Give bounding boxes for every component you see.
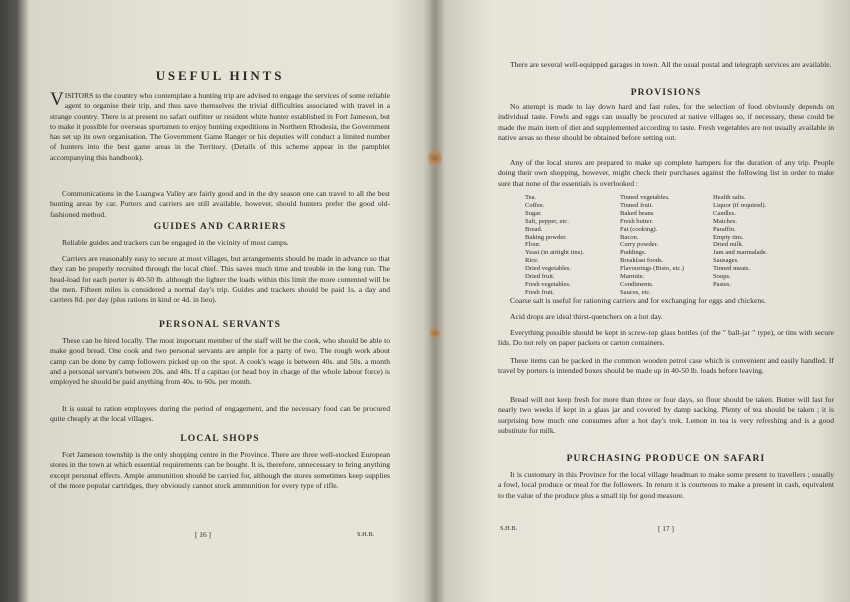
left-page xyxy=(50,0,390,602)
right-page xyxy=(498,0,834,602)
list-item: Coffee. xyxy=(525,201,545,209)
guides-paragraph-1: Reliable guides and trackers can be engaged in the vicinity of most camps. xyxy=(62,238,289,247)
list-item: Liquor (if required). xyxy=(713,201,767,209)
list-item: Tinned fruit. xyxy=(620,201,654,209)
list-item: Dried vegetables. xyxy=(525,265,572,273)
list-item: Matches. xyxy=(713,217,737,225)
list-item: Sausages. xyxy=(713,257,739,265)
list-item: Candles. xyxy=(713,209,736,217)
book-gutter xyxy=(424,0,444,602)
coarse-salt-paragraph: Coarse salt is useful for rationing carriers and for exchanging for eggs and chickens. xyxy=(510,296,766,305)
servants-paragraph-2: It is usual to ration employees during the period of engagement, and the necessary food can be procured quite cheaply at the local villages. xyxy=(50,404,390,424)
page-stain xyxy=(428,148,442,168)
shops-heading: LOCAL SHOPS xyxy=(180,434,260,444)
acid-drops-paragraph: Acid drops are ideal thirst-quenchers on a hot day. xyxy=(510,312,663,321)
list-item: Health salts. xyxy=(713,194,746,201)
purchasing-heading: PURCHASING PRODUCE ON SAFARI xyxy=(566,454,766,464)
footer-initials: S.H.B. xyxy=(500,525,518,532)
list-item: Fresh fruit. xyxy=(525,288,555,296)
page-title: USEFUL HINTS xyxy=(155,68,285,83)
provisions-paragraph-2: Any of the local stores are prepared to make up complete hampers for the duration of any trip. People doing their own shopping, however, might check their purchases against the following list in order to make sure that none of the essentials is overlooked : xyxy=(498,158,834,188)
shops-paragraph: Fort Jameson township is the only shopping centre in the Province. There are three well-stocked European stores in the town at which essential requirements can be bought. It is, therefore, unnecessary to bring anything except personal effects. Ample ammunition should be carried for, although the stores sometimes keep supplies of the more popular cartridges, they obviously cannot stock ammunition for every type of rifle. xyxy=(50,450,390,490)
page-stain xyxy=(430,326,440,340)
drop-cap: V xyxy=(50,89,64,110)
list-item: Fresh vegetables. xyxy=(525,280,571,288)
list-item: Baked beans xyxy=(620,209,654,217)
list-item: Yeast (in airtight tins). xyxy=(525,249,585,257)
provisions-heading: PROVISIONS xyxy=(630,88,702,98)
guides-paragraph-2: Carriers are reasonably easy to secure at most villages, but arrangements should be made in advance so that they can be properly recruited through the local chief. This saves much time and trouble in the long run. The head-load for each porter is 40-50 lb. although the lighter the loads within this limit the more contented will be the men. Fifteen miles is considered a normal day's trip. Guides and trackers should be paid 1s. a day and carriers 8d. per day (plus rations in kind or 4d. in lieu). xyxy=(50,254,390,305)
list-item: Bacon. xyxy=(620,233,639,241)
list-item: Dried milk. xyxy=(713,241,744,249)
list-item: Breakfast foods. xyxy=(620,257,664,265)
list-item: Jam and marmalade. xyxy=(713,249,768,257)
garages-paragraph: There are several well-equipped garages in town. All the usual postal and telegraph services are available. xyxy=(510,60,832,69)
servants-paragraph-1: These can be hired locally. The most important member of the staff will be the cook, who should be able to make good bread. One cook and two personal servants are ample for a party of two. The rough work about camp can be done by camp followers picked up on the spot. A cook's wage is between 40s. and 50s. a month and a personal servant's between 20s. and 40s. If a capitao (or head boy in charge of the whole labour force) is employed he should be paid anything from 40s. to 60s. per month. xyxy=(50,336,390,387)
list-item: Dried fruit. xyxy=(525,273,555,281)
list-item: Flour. xyxy=(525,241,541,249)
list-item: Pastes. xyxy=(713,280,732,288)
list-item: Tinned vegetables. xyxy=(620,194,670,201)
packing-paragraph: These items can be packed in the common wooden petrol case which is convenient and easily handled. If travel by porters is intended boxes should be made up in 40-50 lb. loads before leaving. xyxy=(498,356,834,376)
list-item: Baking powder. xyxy=(525,233,567,241)
footer-initials: S.H.B. xyxy=(357,531,375,538)
list-item: Puddings. xyxy=(620,249,647,257)
glass-bottles-paragraph: Everything possible should be kept in screw-top glass bottles (of the " ball-jar " type), or tins with secure lids. Do not rely on paper packets or carton containers. xyxy=(498,328,834,348)
list-item: Fresh butter. xyxy=(620,217,653,225)
list-item: Rice. xyxy=(525,257,539,265)
list-item: Sugar. xyxy=(525,209,542,217)
provisions-list-col-3 xyxy=(713,194,767,289)
servants-heading: PERSONAL SERVANTS xyxy=(158,320,282,330)
page-number: [ 17 ] xyxy=(658,524,675,533)
provisions-paragraph-1: No attempt is made to lay down hard and fast rules, for the selection of food obviously depends on individual taste. Fowls and eggs can usually be procured at native villages so, if necessary, these could be made the main item of diet and supplemented according to taste. Fresh vegetables are not usually available in native areas so these should be obtained before setting out. xyxy=(498,102,834,142)
page-number: [ 16 ] xyxy=(195,530,212,539)
list-item: Sauces, etc. xyxy=(620,288,651,296)
intro-paragraph: VISITORS to the country who contemplate a hunting trip are advised to engage the services of some reliable agent to organise their trip, and thus save themselves the trivial difficulties associated with travel in a strange country. There is at present no safari outfitter or resident white hunter established in Fort Jameson, but to make it possible for overseas sportsmen to enjoy hunting expeditions in Northern Rhodesia, the Government has set up its own organisation. The Government Game Ranger or his deputies will conduct a limited number of hunters into the best game areas in the Territory. (Details of this scheme appear in the pamphlet accompanying this handbook). xyxy=(50,89,390,162)
communications-paragraph: Communications in the Luangwa Valley are fairly good and in the dry season one can travel to all the best hunting areas by car. Porters and carriers are still available, however, should hunters prefer the good old-fashioned method. xyxy=(50,189,390,219)
list-item: Fat (cooking). xyxy=(620,225,658,233)
list-item: Tinned meats. xyxy=(713,265,751,273)
bread-paragraph: Bread will not keep fresh for more than three or four days, so flour should be taken. Butter will last for nearly two weeks if kept in a glass jar and covered by damp sacking. Plenty of tea should be taken ; it is surprising how much one consumes after a hot day's trek. Lemon in tea is very refreshing and is a good substitute for milk. xyxy=(498,395,834,435)
list-item: Marmite. xyxy=(620,273,645,281)
purchasing-paragraph: It is customary in this Province for the local village headman to make some present to travellers ; usually a fowl, local produce or meal for the followers. In return it is courteous to make a present in cash, equivalent to the value of the produce plus a small tip for good measure. xyxy=(498,470,834,500)
list-item: Tea. xyxy=(525,194,537,201)
provisions-list-col-1 xyxy=(525,194,584,297)
list-item: Salt, pepper, etc. xyxy=(525,217,569,225)
list-item: Paraffin. xyxy=(713,225,736,233)
list-item: Condiments. xyxy=(620,280,654,288)
provisions-list-col-2 xyxy=(620,194,684,297)
list-item: Soups. xyxy=(713,273,731,281)
list-item: Flavourings (Bisto, etc.) xyxy=(620,265,685,273)
list-item: Bread. xyxy=(525,225,543,233)
list-item: Empty tins. xyxy=(713,233,744,241)
guides-heading: GUIDES AND CARRIERS xyxy=(153,222,287,232)
list-item: Curry powder. xyxy=(620,241,659,249)
